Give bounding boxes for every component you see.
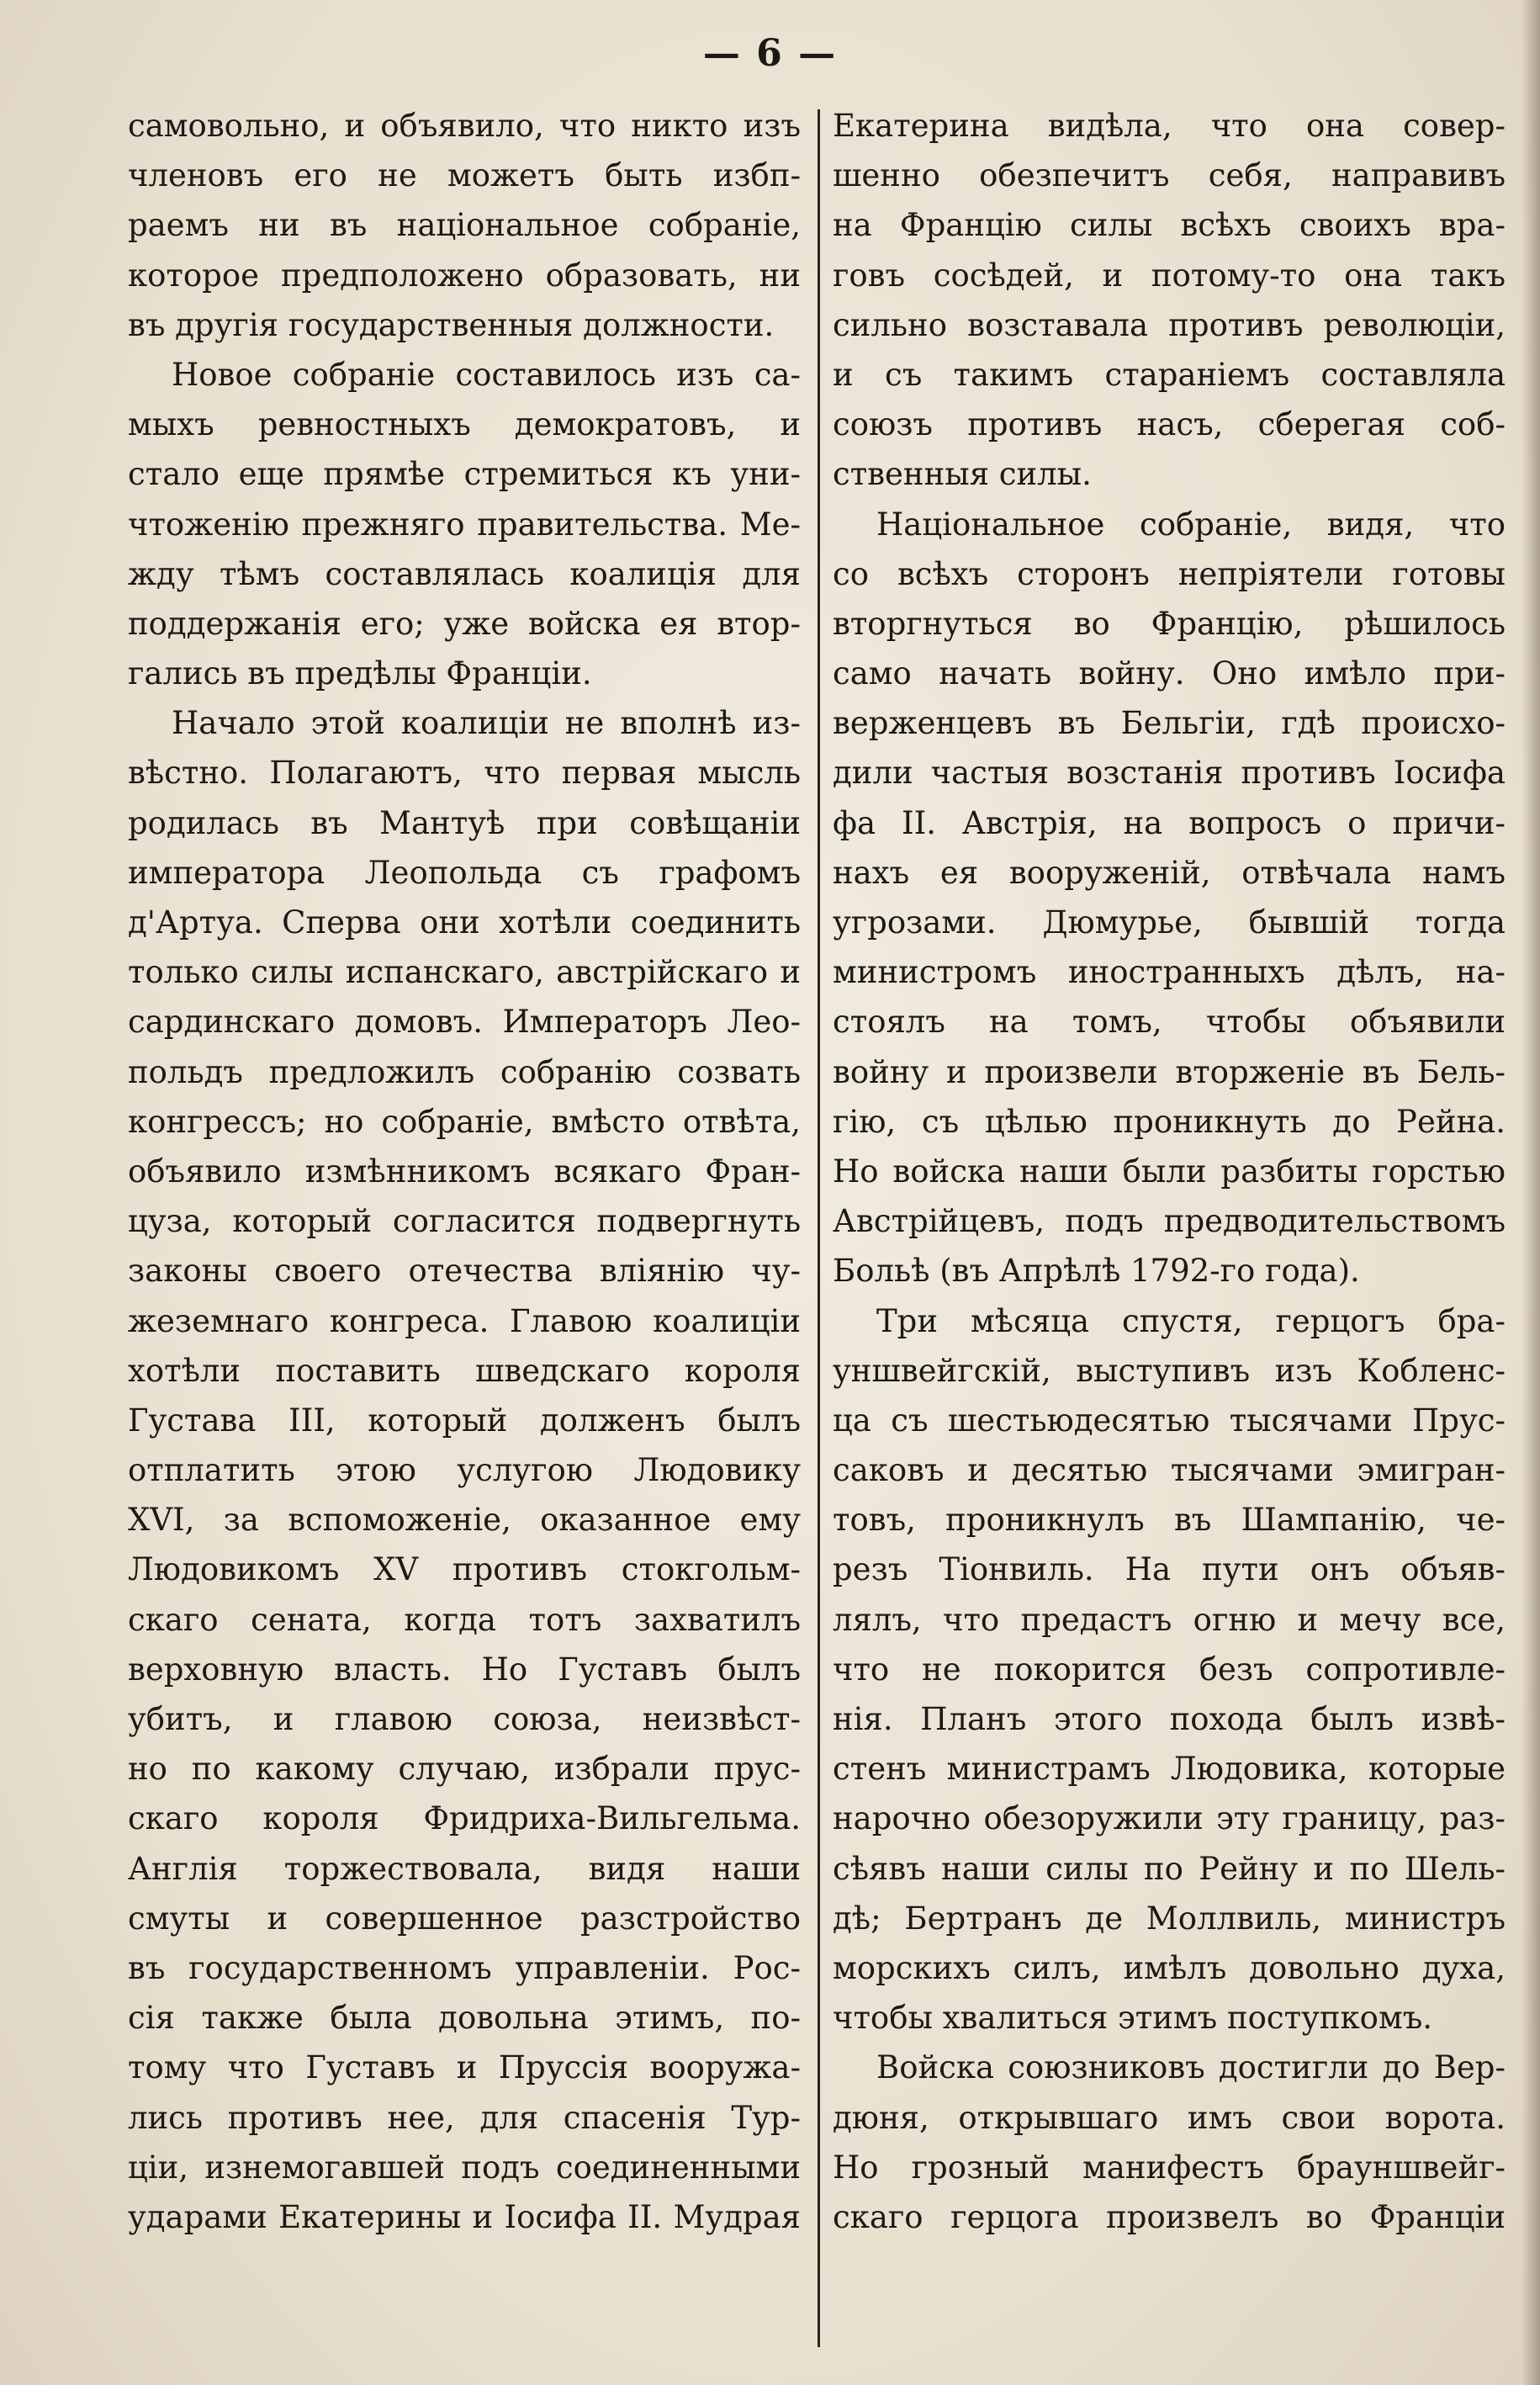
- text-line: со всѣхъ сторонъ непріятели готовы: [833, 555, 1506, 592]
- page-number: — 6 —: [702, 32, 838, 75]
- text-line: что не покорится безъ сопротивле-: [833, 1651, 1506, 1688]
- text-line: вторгнуться во Францію, рѣшилось: [833, 605, 1506, 642]
- text-line: верженцевъ въ Бельгіи, гдѣ происхо-: [833, 705, 1506, 742]
- text-line: нія. Планъ этого похода былъ извѣ-: [833, 1701, 1506, 1737]
- text-line: стенъ министрамъ Людовика, которые: [833, 1751, 1506, 1788]
- text-line: польдъ предложилъ собранію созвать: [128, 1053, 801, 1090]
- text-line: гались въ предѣлы Франціи.: [128, 655, 592, 692]
- text-line: стоялъ на томъ, чтобы объявили: [833, 1004, 1506, 1041]
- text-line: поддержанія его; уже войска ея втор-: [128, 605, 801, 642]
- text-line: чтоженію прежняго правительства. Ме-: [128, 506, 801, 543]
- text-line: только силы испанскаго, австрійскаго и: [128, 954, 801, 991]
- text-line: товъ, проникнулъ въ Шампанію, че-: [833, 1502, 1506, 1539]
- text-line: стало еще прямѣе стремиться къ уни-: [128, 456, 801, 493]
- text-line: сардинскаго домовъ. Императоръ Лео-: [128, 1004, 801, 1041]
- text-line: и съ такимъ стараніемъ составляла: [833, 356, 1506, 393]
- text-line: ціи, изнемогавшей подъ соединенными: [128, 2149, 801, 2186]
- text-line: смуты и совершенное разстройство: [128, 1900, 801, 1937]
- text-line: саковъ и десятью тысячами эмигран-: [833, 1452, 1506, 1489]
- text-line: союзъ противъ насъ, сберегая соб-: [833, 406, 1506, 443]
- text-line: жду тѣмъ составлялась коалиція для: [128, 555, 801, 592]
- text-line: Но войска наши были разбиты горстью: [833, 1153, 1506, 1190]
- text-line: сѣявъ наши силы по Рейну и по Шель-: [833, 1850, 1506, 1887]
- text-line: войну и произвели вторженіе въ Бель-: [833, 1053, 1506, 1090]
- text-line: скаго герцога произвелъ во Франціи: [833, 2198, 1506, 2235]
- text-line: дюня, открывшаго имъ свои ворота.: [833, 2099, 1506, 2136]
- text-line: Начало этой коалиціи не вполнѣ из-: [172, 705, 801, 742]
- text-line: сія также была довольна этимъ, по-: [128, 2000, 801, 2037]
- text-line: д'Артуа. Сперва они хотѣли соединить: [128, 904, 801, 941]
- text-line: императора Леопольда съ графомъ: [128, 854, 801, 891]
- text-line: фа II. Австрія, на вопросъ о причи-: [833, 804, 1506, 841]
- text-line: лялъ, что предастъ огню и мечу все,: [833, 1601, 1506, 1638]
- text-line: Густава III, который долженъ былъ: [128, 1402, 801, 1439]
- text-line: Три мѣсяца спустя, герцогъ бра-: [876, 1302, 1506, 1339]
- page-edge-shadow: [1521, 0, 1540, 2385]
- text-line: морскихъ силъ, имѣлъ довольно духа,: [833, 1949, 1506, 1986]
- text-line: законы своего отечества вліянію чу-: [128, 1253, 801, 1290]
- text-line: раемъ ни въ національное собраніе,: [128, 207, 801, 244]
- text-line: шенно обезпечитъ себя, направивъ: [833, 157, 1506, 194]
- text-line: Австрійцевъ, подъ предводительствомъ: [833, 1203, 1506, 1240]
- column-divider: [818, 109, 820, 2347]
- text-line: скаго короля Фридриха-Вильгельма.: [128, 1800, 801, 1837]
- text-line: XVI, за вспоможеніе, оказанное ему: [128, 1502, 801, 1539]
- text-line: но по какому случаю, избрали прус-: [128, 1751, 801, 1788]
- text-line: Екатерина видѣла, что она совер-: [833, 108, 1506, 144]
- text-line: ударами Екатерины и Іосифа II. Мудрая: [128, 2198, 801, 2235]
- text-line: въ государственномъ управленіи. Рос-: [128, 1949, 801, 1986]
- text-line: объявило измѣнникомъ всякаго Фран-: [128, 1153, 801, 1190]
- text-line: цуза, который согласится подвергнуть: [128, 1203, 801, 1240]
- right-column: [833, 101, 1506, 2242]
- text-line: резъ Тіонвиль. На пути онъ объяв-: [833, 1551, 1506, 1588]
- text-line: самовольно, и объявило, что никто изъ: [128, 108, 801, 144]
- text-line: угрозами. Дюмурье, бывшій тогда: [833, 904, 1506, 941]
- text-line: мыхъ ревностныхъ демократовъ, и: [128, 406, 801, 443]
- text-line: вѣстно. Полагаютъ, что первая мысль: [128, 755, 801, 792]
- left-column: [128, 101, 801, 2242]
- text-line: въ другія государственныя должности.: [128, 306, 775, 343]
- text-line: верховную власть. Но Густавъ былъ: [128, 1651, 801, 1688]
- text-line: Войска союзниковъ достигли до Вер-: [876, 2049, 1506, 2086]
- text-line: на Францію силы всѣхъ своихъ вра-: [833, 207, 1506, 244]
- text-line: Но грозный манифестъ брауншвейг-: [833, 2149, 1506, 2186]
- text-line: хотѣли поставить шведскаго короля: [128, 1352, 801, 1389]
- text-line: Людовикомъ XV противъ стокгольм-: [128, 1551, 801, 1588]
- text-line: гію, съ цѣлью проникнуть до Рейна.: [833, 1103, 1506, 1140]
- text-line: Больѣ (въ Апрѣлѣ 1792-го года).: [833, 1253, 1360, 1290]
- text-line: министромъ иностранныхъ дѣлъ, на-: [833, 954, 1506, 991]
- text-line: ственныя силы.: [833, 456, 1092, 493]
- text-line: членовъ его не можетъ быть избп-: [128, 157, 801, 194]
- text-line: дѣ; Бертранъ де Моллвиль, министръ: [833, 1900, 1506, 1937]
- text-line: нарочно обезоружили эту границу, раз-: [833, 1800, 1506, 1837]
- text-line: уншвейгскій, выступивъ изъ Кобленс-: [833, 1352, 1506, 1389]
- text-line: тому что Густавъ и Пруссія вооружа-: [128, 2049, 801, 2086]
- text-line: которое предположено образовать, ни: [128, 257, 801, 294]
- text-line: скаго сената, когда тотъ захватилъ: [128, 1601, 801, 1638]
- text-line: говъ сосѣдей, и потому-то она такъ: [833, 257, 1506, 294]
- text-line: само начать войну. Оно имѣло при-: [833, 655, 1506, 692]
- text-line: нахъ ея вооруженій, отвѣчала намъ: [833, 854, 1506, 891]
- text-line: родилась въ Мантуѣ при совѣщаніи: [128, 804, 801, 841]
- text-line: отплатить этою услугою Людовику: [128, 1452, 801, 1489]
- text-line: Новое собраніе составилось изъ са-: [172, 356, 801, 393]
- text-line: лись противъ нее, для спасенія Тур-: [128, 2099, 801, 2136]
- text-line: дили частыя возстанія противъ Іосифа: [833, 755, 1506, 792]
- text-line: чтобы хвалиться этимъ поступкомъ.: [833, 2000, 1433, 2037]
- text-line: Англія торжествовала, видя наши: [128, 1850, 801, 1887]
- text-line: сильно возставала противъ революціи,: [833, 306, 1506, 343]
- text-line: ца съ шестьюдесятью тысячами Прус-: [833, 1402, 1506, 1439]
- text-line: жеземнаго конгреса. Главою коалиціи: [128, 1302, 801, 1339]
- text-line: Національное собраніе, видя, что: [876, 506, 1506, 543]
- text-line: убитъ, и главою союза, неизвѣст-: [128, 1701, 801, 1737]
- text-line: конгрессъ; но собраніе, вмѣсто отвѣта,: [128, 1103, 801, 1140]
